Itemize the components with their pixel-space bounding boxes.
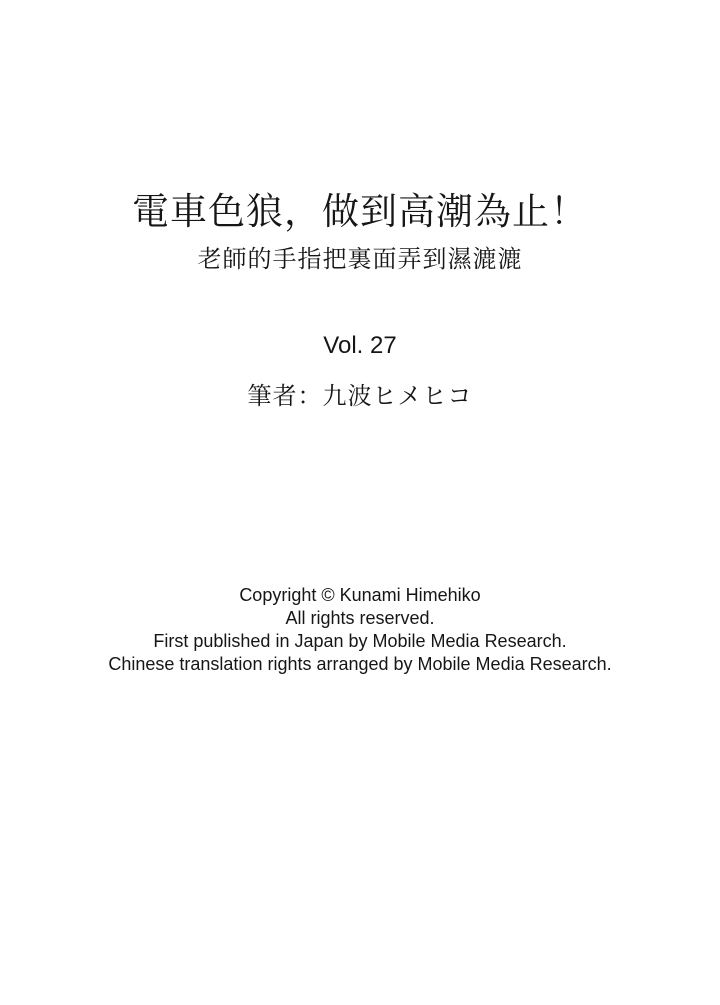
book-subtitle: 老師的手指把裏面弄到濕漉漉 — [197, 246, 523, 273]
volume-number: Vol. 27 — [323, 332, 397, 359]
copyright-line-translation: Chinese translation rights arranged by Mobile Media Research. — [108, 654, 612, 674]
copyright-block — [0, 584, 720, 676]
copyright-line-rights: All rights reserved. — [285, 608, 435, 628]
copyright-line-holder: Copyright © Kunami Himehiko — [239, 585, 481, 605]
author-line: 筆者：九波ヒメヒコ — [247, 383, 473, 410]
copyright-line-publisher: First published in Japan by Mobile Media Research. — [153, 631, 567, 651]
book-title: 電車色狼，做到高潮為止！ — [132, 191, 588, 232]
